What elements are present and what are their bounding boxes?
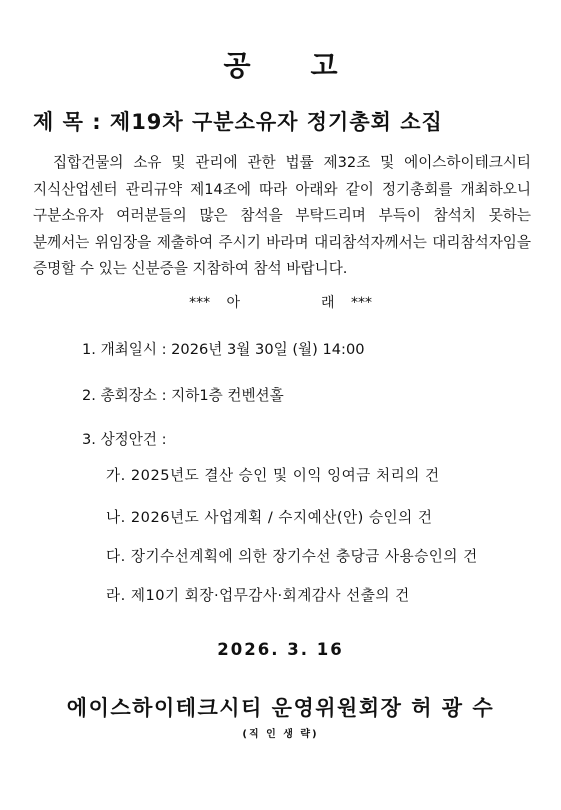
- item-venue: 2. 총회장소 : 지하1층 컨벤션홀: [82, 387, 284, 404]
- reference-char-2: 래: [320, 295, 335, 311]
- agenda-item: 가. 2025년도 결산 승인 및 이익 잉여금 처리의 건: [106, 467, 440, 484]
- reference-stars-left: ***: [189, 295, 211, 311]
- notice-body: [33, 150, 531, 283]
- organization-signature: 에이스하이테크시티 운영위원회장 허 광 수: [66, 696, 495, 720]
- reference-stars-right: ***: [350, 295, 372, 311]
- notice-title: 공고: [223, 49, 398, 82]
- item-agenda-heading: 3. 상정안건 :: [82, 431, 167, 448]
- reference-heading: [0, 292, 561, 312]
- item-datetime: 1. 개최일시 : 2026년 3월 30일 (월) 14:00: [82, 341, 365, 358]
- agenda-item: 나. 2026년도 사업계획 / 수지예산(안) 승인의 건: [106, 509, 433, 526]
- notice-body-text: 집합건물의 소유 및 관리에 관한 법률 제32조 및 에이스하이테크시티 지식산업센터 관리규약 제14조에 따라 아래와 같이 정기총회를 개최하오니 구분소유자 여러분들의 많은 참석을 부탁드리며 부득이 참석치 못하는 분께서는 위임장을 제출하여 주시기 바라며 대리참석자께서는 대리참석자임을 증명할 수 있는 신분증을 지참하여 참석 바랍니다.: [33, 154, 531, 277]
- agenda-item: 라. 제10기 회장·업무감사·회계감사 선출의 건: [106, 587, 410, 604]
- notice-subject: 제 목 : 제19차 구분소유자 정기총회 소집: [33, 110, 443, 134]
- notice-date: 2026. 3. 16: [217, 640, 344, 659]
- seal-omitted-note: (직 인 생 략): [242, 729, 319, 740]
- reference-char-1: 아: [226, 295, 241, 311]
- agenda-item: 다. 장기수선계획에 의한 장기수선 충당금 사용승인의 건: [106, 548, 478, 565]
